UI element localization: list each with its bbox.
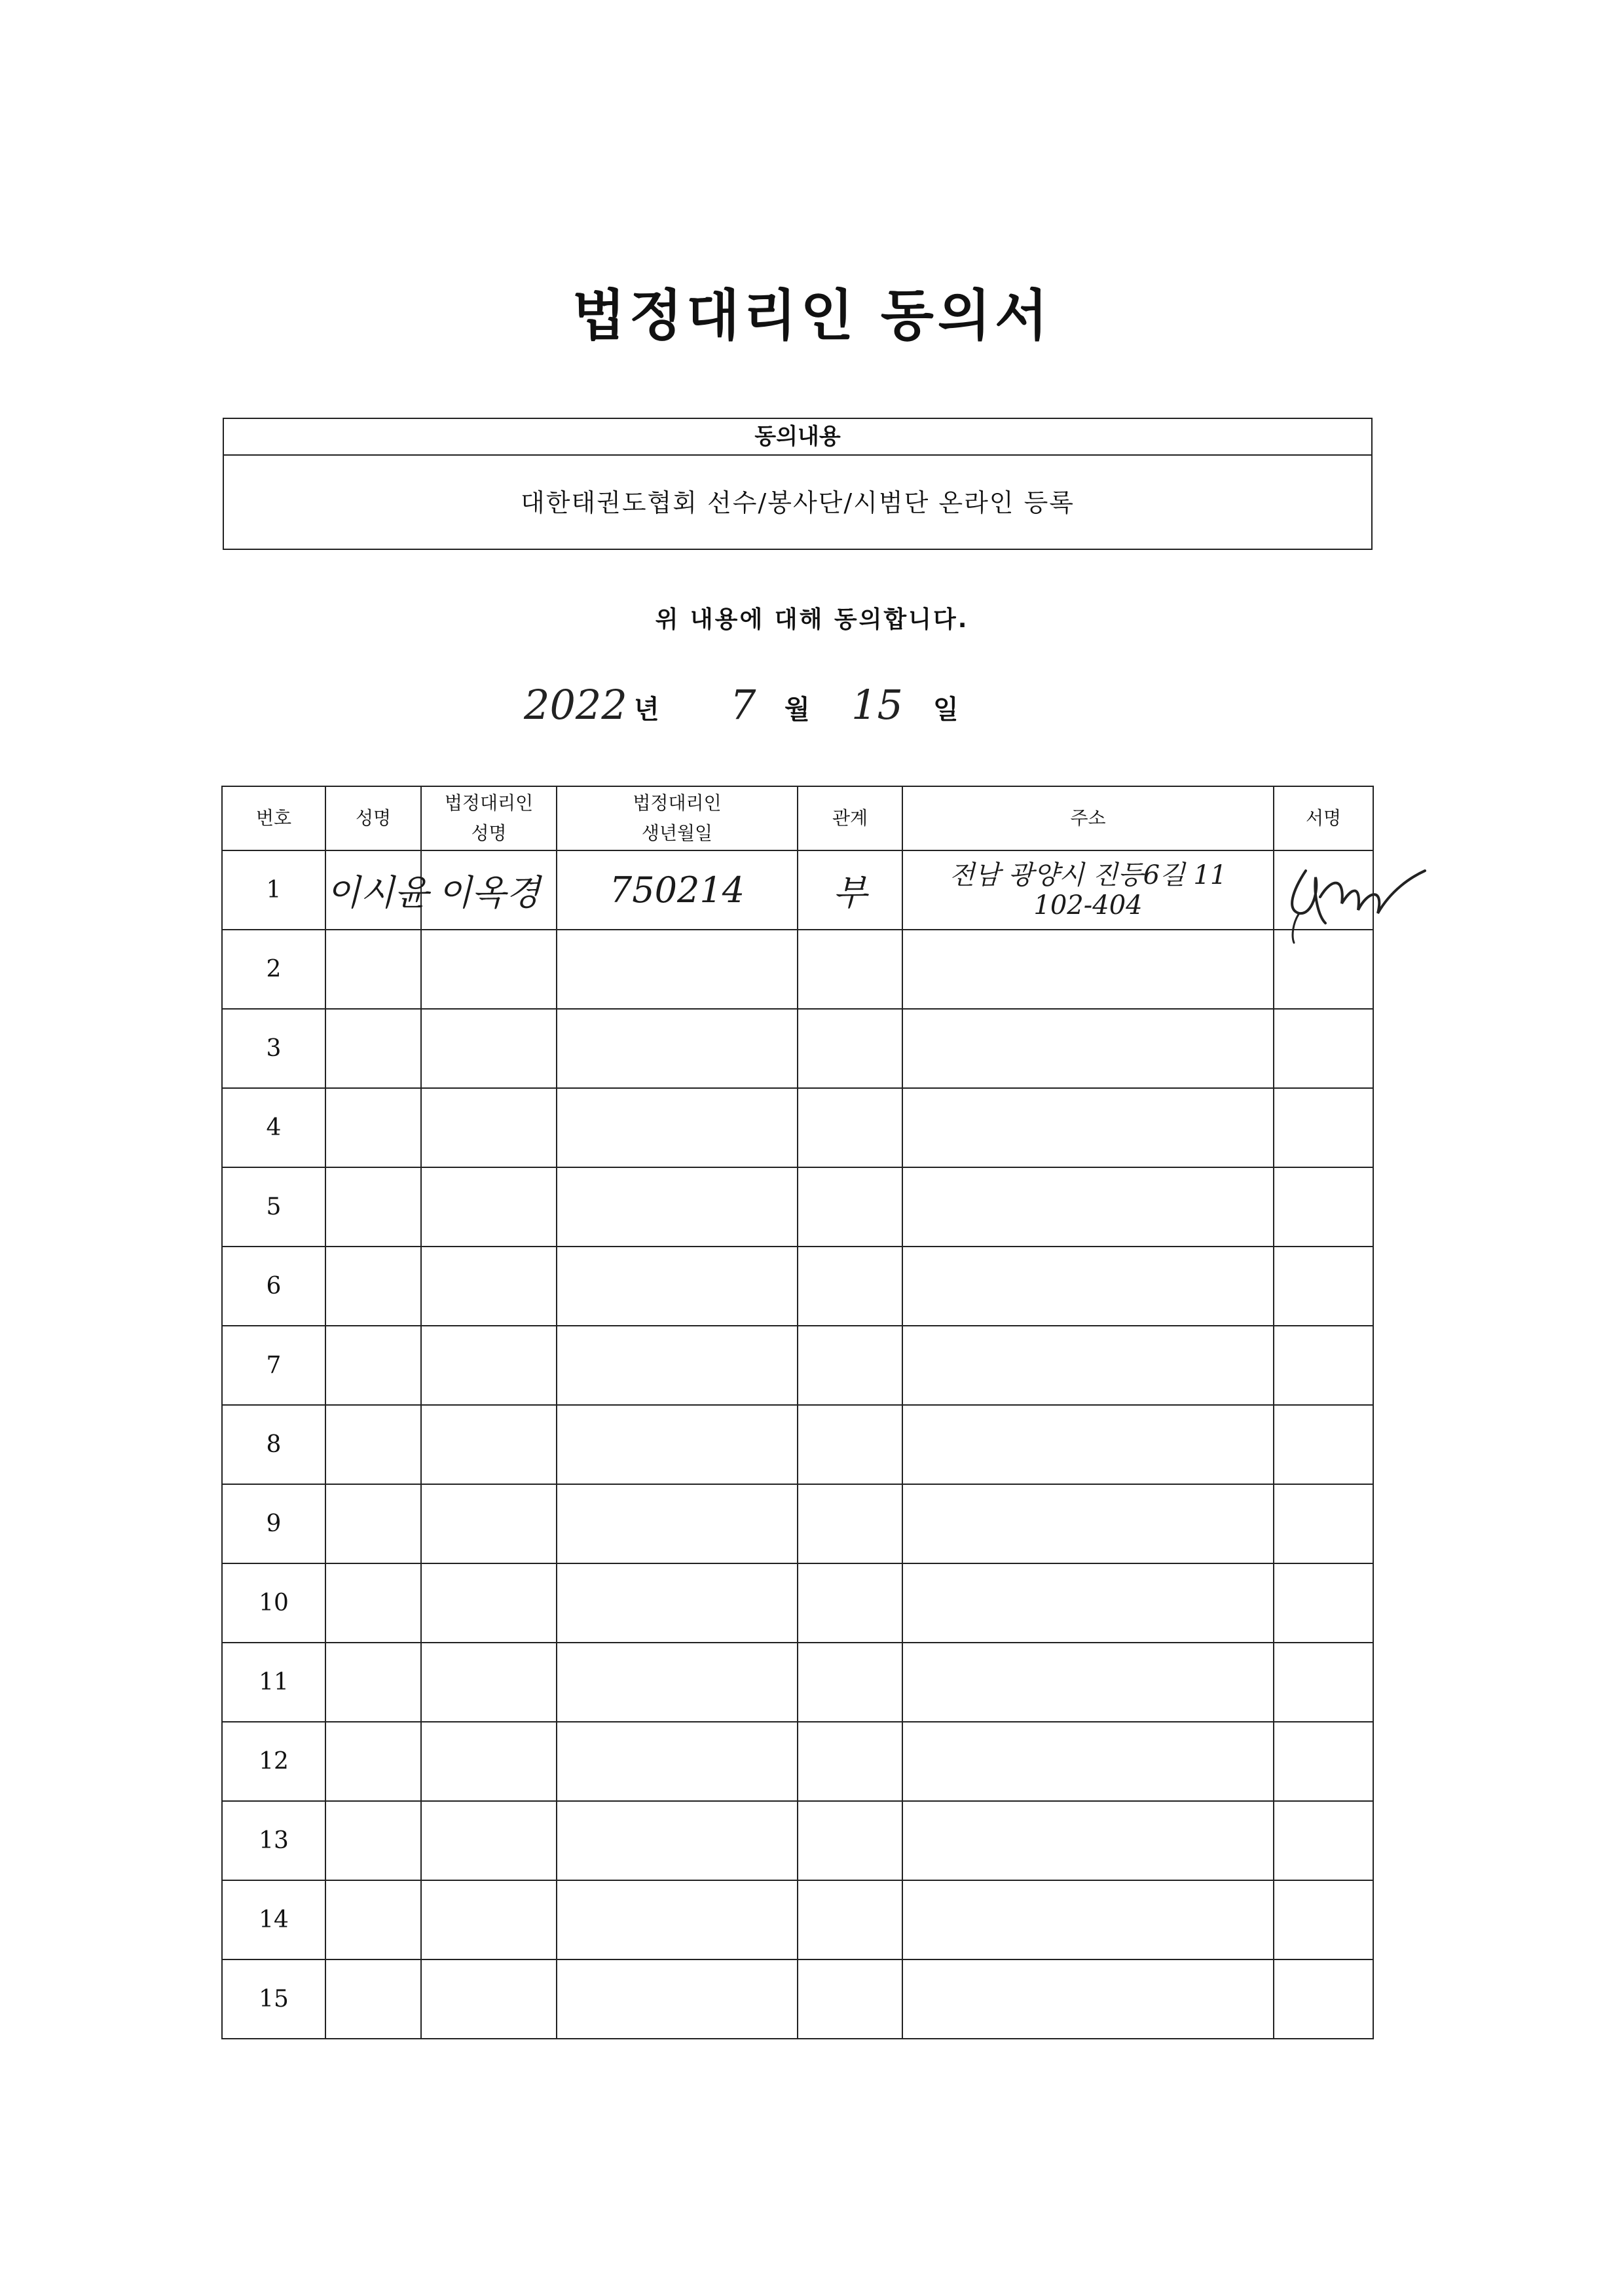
date-day-unit: 일 <box>933 695 959 725</box>
date-month: 7 <box>730 681 756 729</box>
row-no: 14 <box>222 1880 325 1959</box>
row-address <box>902 1880 1274 1959</box>
date-row <box>0 681 1624 740</box>
row-guardian-birth <box>557 1009 798 1088</box>
row-address <box>902 850 1274 930</box>
row-no: 6 <box>222 1247 325 1326</box>
table-row <box>222 850 1373 930</box>
row-guardian-name <box>421 850 557 930</box>
row-guardian-name-value: 이옥경 <box>437 872 540 913</box>
row-signature <box>1274 1722 1373 1801</box>
row-relation <box>798 930 902 1009</box>
table-row <box>222 1326 1373 1405</box>
row-name <box>325 1801 421 1880</box>
row-relation <box>798 1880 902 1959</box>
row-address <box>902 1009 1274 1088</box>
row-guardian-birth <box>557 1167 798 1247</box>
row-no: 7 <box>222 1326 325 1405</box>
row-no: 9 <box>222 1484 325 1563</box>
row-name <box>325 1880 421 1959</box>
row-address <box>902 1643 1274 1722</box>
table-row <box>222 1722 1373 1801</box>
row-address <box>902 1801 1274 1880</box>
row-signature <box>1274 850 1373 930</box>
header-guardian-birth-line1: 법정대리인 <box>633 792 722 814</box>
consent-body: 대한태권도협회 선수/봉사단/시범단 온라인 등록 <box>520 488 1075 517</box>
row-signature <box>1274 1088 1373 1167</box>
row-no: 8 <box>222 1405 325 1484</box>
row-no: 10 <box>222 1563 325 1643</box>
header-no: 번호 <box>222 786 325 850</box>
row-relation-value: 부 <box>832 872 868 913</box>
row-signature <box>1274 1643 1373 1722</box>
row-address <box>902 1247 1274 1326</box>
row-guardian-birth <box>557 1722 798 1801</box>
row-guardian-name <box>421 1247 557 1326</box>
row-address <box>902 1405 1274 1484</box>
row-guardian-name <box>421 1959 557 2039</box>
row-no: 15 <box>222 1959 325 2039</box>
table-row <box>222 1088 1373 1167</box>
row-guardian-birth <box>557 1405 798 1484</box>
row-relation <box>798 1247 902 1326</box>
row-name <box>325 1563 421 1643</box>
table-row <box>222 1801 1373 1880</box>
table-row <box>222 1484 1373 1563</box>
row-address-line2: 102-404 <box>1033 890 1143 920</box>
row-signature <box>1274 1801 1373 1880</box>
row-relation <box>798 1405 902 1484</box>
row-relation <box>798 1009 902 1088</box>
row-signature <box>1274 1009 1373 1088</box>
header-address: 주소 <box>902 786 1274 850</box>
row-guardian-birth <box>557 1484 798 1563</box>
row-signature <box>1274 1880 1373 1959</box>
row-guardian-name <box>421 1088 557 1167</box>
row-name <box>325 850 429 930</box>
row-signature <box>1274 1326 1373 1405</box>
page-title: 법정대리인 동의서 <box>572 283 1052 348</box>
row-guardian-name <box>421 1801 557 1880</box>
row-signature <box>1274 1563 1373 1643</box>
header-guardian-name-line1: 법정대리인 <box>444 792 534 814</box>
row-address <box>902 1722 1274 1801</box>
row-no: 1 <box>222 850 325 930</box>
row-relation <box>798 1484 902 1563</box>
row-no: 12 <box>222 1722 325 1801</box>
row-no: 2 <box>222 930 325 1009</box>
table-row <box>222 1405 1373 1484</box>
date-year: 2022 <box>524 681 627 729</box>
row-signature <box>1274 1247 1373 1326</box>
row-relation <box>798 1959 902 2039</box>
row-no: 5 <box>222 1167 325 1247</box>
row-guardian-name <box>421 1326 557 1405</box>
date-day: 15 <box>851 681 903 729</box>
date-year-unit: 년 <box>634 695 659 725</box>
header-guardian-name-line2: 성명 <box>471 822 507 844</box>
row-address <box>902 1959 1274 2039</box>
row-name <box>325 930 421 1009</box>
header-guardian-name <box>421 786 557 850</box>
consent-box <box>223 418 1373 550</box>
row-address <box>902 1563 1274 1643</box>
row-relation <box>798 1167 902 1247</box>
row-relation <box>798 850 902 930</box>
row-guardian-birth <box>557 1643 798 1722</box>
table-row <box>222 1880 1373 1959</box>
row-guardian-birth <box>557 1088 798 1167</box>
date-month-unit: 월 <box>784 695 810 725</box>
row-relation <box>798 1563 902 1643</box>
row-guardian-name <box>421 930 557 1009</box>
row-address <box>902 1326 1274 1405</box>
table-row <box>222 1247 1373 1326</box>
header-guardian-birth-line2: 생년월일 <box>641 822 713 844</box>
row-guardian-name <box>421 1643 557 1722</box>
row-signature <box>1274 1167 1373 1247</box>
row-name <box>325 1088 421 1167</box>
row-no: 11 <box>222 1643 325 1722</box>
roster-table <box>221 786 1374 2039</box>
table-header-row <box>222 786 1373 850</box>
row-name <box>325 1484 421 1563</box>
row-name-value: 이시윤 <box>326 872 429 913</box>
row-guardian-birth <box>557 1247 798 1326</box>
header-guardian-birth <box>557 786 798 850</box>
row-address <box>902 1088 1274 1167</box>
header-signature: 서명 <box>1274 786 1373 850</box>
row-address <box>902 930 1274 1009</box>
row-guardian-birth <box>557 1880 798 1959</box>
row-guardian-birth <box>557 930 798 1009</box>
row-guardian-name <box>421 1722 557 1801</box>
row-guardian-name <box>421 1880 557 1959</box>
row-signature <box>1274 1405 1373 1484</box>
row-name <box>325 1405 421 1484</box>
row-guardian-name <box>421 1167 557 1247</box>
row-guardian-birth <box>557 1959 798 2039</box>
row-guardian-name <box>421 1484 557 1563</box>
row-name <box>325 1009 421 1088</box>
row-relation <box>798 1326 902 1405</box>
table-row <box>222 930 1373 1009</box>
row-guardian-birth <box>557 850 798 930</box>
consent-header: 동의내용 <box>224 419 1371 456</box>
row-signature <box>1274 1484 1373 1563</box>
row-guardian-birth <box>557 1563 798 1643</box>
row-guardian-name <box>421 1405 557 1484</box>
row-name <box>325 1247 421 1326</box>
row-address <box>902 1167 1274 1247</box>
row-relation <box>798 1643 902 1722</box>
row-no: 13 <box>222 1801 325 1880</box>
row-guardian-name <box>421 1563 557 1643</box>
header-name: 성명 <box>325 786 421 850</box>
row-name <box>325 1167 421 1247</box>
row-address-line1: 전남 광양시 진등6길 11 <box>949 860 1227 890</box>
row-guardian-birth-value: 750214 <box>609 869 745 911</box>
row-relation <box>798 1801 902 1880</box>
row-guardian-name <box>421 1009 557 1088</box>
signature-icon <box>1280 851 1430 949</box>
table-row <box>222 1643 1373 1722</box>
header-relation: 관계 <box>798 786 902 850</box>
table-row <box>222 1167 1373 1247</box>
row-guardian-birth <box>557 1326 798 1405</box>
row-relation <box>798 1722 902 1801</box>
row-address <box>902 1484 1274 1563</box>
table-row <box>222 1009 1373 1088</box>
row-name <box>325 1959 421 2039</box>
row-relation <box>798 1088 902 1167</box>
row-name <box>325 1643 421 1722</box>
agree-statement: 위 내용에 대해 동의합니다. <box>655 606 969 633</box>
row-guardian-birth <box>557 1801 798 1880</box>
row-name <box>325 1326 421 1405</box>
row-no: 4 <box>222 1088 325 1167</box>
table-row <box>222 1959 1373 2039</box>
row-signature <box>1274 1959 1373 2039</box>
row-no: 3 <box>222 1009 325 1088</box>
table-row <box>222 1563 1373 1643</box>
row-name <box>325 1722 421 1801</box>
